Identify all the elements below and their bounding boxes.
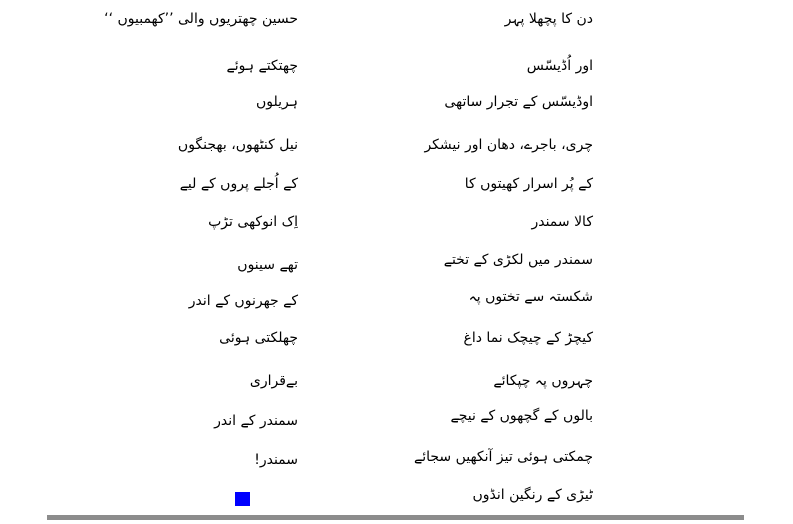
poem-line: ٹیڑی کے رنگین انڈوں xyxy=(472,487,593,503)
poem-line: شکستہ سے تختوں پہ xyxy=(468,289,593,305)
text-cursor xyxy=(235,492,250,506)
poem-line: کالا سمندر xyxy=(531,214,593,230)
poem-line: چری، باجرے، دھان اور نیشکر xyxy=(424,137,593,153)
poem-line: اور اُڈیسّس xyxy=(526,58,593,74)
poem-line: سمندر! xyxy=(254,452,298,468)
poem-line: چھلکتی ہوئی xyxy=(219,330,298,346)
poem-line: حسین چھتریوں والی ’’کھمبیوں ‘‘ xyxy=(104,11,298,27)
poem-line: دن کا پچھلا پہر xyxy=(504,11,593,27)
poem-line: چھتکتے ہوئے xyxy=(226,58,298,74)
poem-line: بےقراری xyxy=(249,373,298,389)
poem-line: سمندر میں لکڑی کے تختے xyxy=(443,252,593,268)
poem-line: بالوں کے گچھوں کے نیچے xyxy=(450,408,593,424)
poem-line: اوڈیسّس کے تجرار ساتھی xyxy=(444,94,593,110)
poem-line: کیچڑ کے چیچک نما داغ xyxy=(463,330,593,346)
poem-line: اِک انوکھی تڑپ xyxy=(208,214,298,230)
poem-line: نیل کنٹھوں، بھجنگوں xyxy=(177,137,298,153)
poem-line: چہروں پہ چپکائے xyxy=(493,373,593,389)
poem-line: ہریلوں xyxy=(256,94,298,110)
poem-line: کے جھرنوں کے اندر xyxy=(188,293,298,309)
poem-line: کے پُر اسرار کھیتوں کا xyxy=(464,176,593,192)
poem-line: کے اُجلے پروں کے لیے xyxy=(179,176,298,192)
bottom-scrollbar[interactable] xyxy=(47,515,744,520)
poem-line: چمکتی ہوئی تیز آنکھیں سجائے xyxy=(413,449,593,465)
poem-line: سمندر کے اندر xyxy=(214,413,298,429)
poem-line: تھے سینوں xyxy=(237,257,298,273)
